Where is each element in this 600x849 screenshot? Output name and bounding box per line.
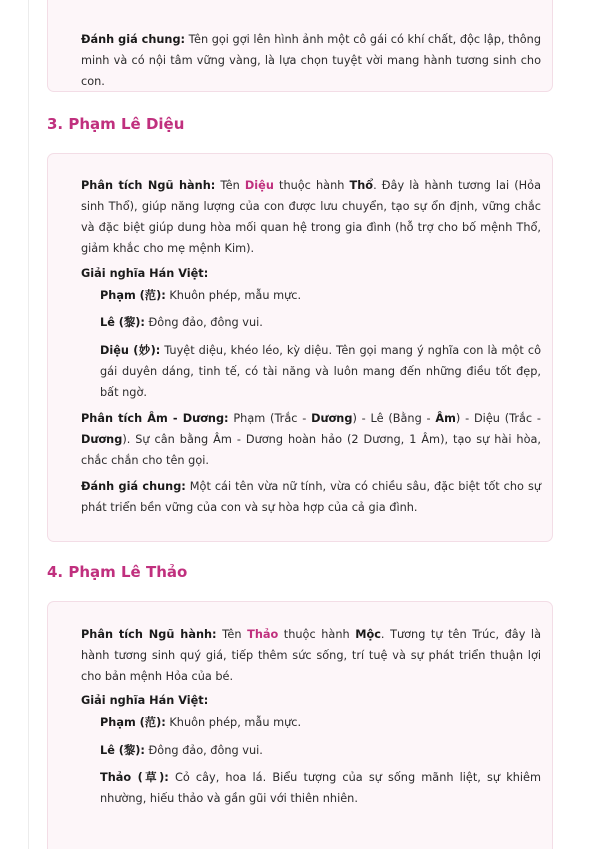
amduong-text: Phạm (Trắc - (228, 412, 312, 425)
meaning-text: Đông đảo, đông vui. (144, 316, 263, 329)
meaning-item-dieu (100, 340, 541, 403)
wuxing-text: . Đây là hành tương lai (Hỏa sinh Thổ), giúp năng lượng của con được lưu chuyển, tạo sự ổn định, vững chắc và đặc biệt giúp dung hòa mối quan hệ trong gia đình (hỗ trợ cho bố mệnh Thổ, giảm khắc cho mẹ mệnh Kim). (81, 179, 541, 255)
summary-text: Một cái tên vừa nữ tính, vừa có chiều sâu, đặc biệt tốt cho sự phát triển bền vững của con và sự hòa hợp của cả gia đình. (81, 480, 541, 514)
meaning-label: Phạm (范): (100, 289, 166, 302)
meaning-label: Thảo (草): (100, 771, 169, 784)
amduong-bold: Dương (311, 412, 353, 425)
meaning-text: Tuyệt diệu, khéo léo, kỳ diệu. Tên gọi mang ý nghĩa con là một cô gái duyên dáng, tinh tế, có tài năng và luôn mang đến những điều tốt đẹp, bất ngờ. (100, 344, 541, 399)
meaning-item-thao (100, 767, 541, 809)
summary-paragraph-dieu (81, 476, 541, 518)
section-heading-3: 3. Phạm Lê Diệu (47, 115, 185, 133)
amduong-bold: Âm (435, 412, 456, 425)
hanviet-heading (81, 263, 541, 284)
element-name: Mộc (355, 628, 381, 641)
page-margin-line (28, 0, 29, 849)
meaning-item-le (100, 312, 541, 333)
wuxing-text: . Tương tự tên Trúc, đây là hành tương sinh quý giá, tiếp thêm sức sống, trí tuệ và sự phát triển thuận lợi cho bản mệnh Hỏa của bé. (81, 628, 541, 683)
meaning-item-pham (100, 285, 541, 306)
meaning-label: Lê (黎): (100, 744, 145, 757)
wuxing-text: Tên (215, 179, 245, 192)
wuxing-paragraph-thao (81, 624, 541, 687)
meaning-label: Phạm (范): (100, 716, 166, 729)
highlight-name: Thảo (247, 628, 279, 641)
meaning-text: Cỏ cây, hoa lá. Biểu tượng của sự sống mãnh liệt, sự khiêm nhường, hiếu thảo và gần gũi với thiên nhiên. (100, 771, 541, 805)
section-heading-4: 4. Phạm Lê Thảo (47, 563, 188, 581)
amduong-text: ) - Diệu (Trắc - (455, 412, 542, 425)
wuxing-text: Tên (216, 628, 248, 641)
hanviet-label: Giải nghĩa Hán Việt: (81, 694, 209, 707)
element-name: Thổ (349, 179, 374, 192)
hanviet-label: Giải nghĩa Hán Việt: (81, 267, 209, 280)
meaning-item-le (100, 740, 541, 761)
summary-text: Tên gọi gợi lên hình ảnh một cô gái có khí chất, độc lập, thông minh và có nội tâm vững vàng, là lựa chọn tuyệt vời mang hành tương sinh cho con. (81, 33, 541, 88)
wuxing-text: thuộc hành (278, 628, 356, 641)
amduong-paragraph-dieu (81, 408, 541, 471)
wuxing-label: Phân tích Ngũ hành: (81, 179, 216, 192)
wuxing-paragraph-dieu (81, 175, 541, 259)
meaning-text: Đông đảo, đông vui. (144, 744, 263, 757)
summary-label: Đánh giá chung: (81, 33, 186, 46)
amduong-text: ). Sự cân bằng Âm - Dương hoàn hảo (2 Dương, 1 Âm), tạo sự hài hòa, chắc chắn cho tên gọi. (81, 433, 541, 467)
hanviet-heading (81, 690, 541, 711)
summary-label: Đánh giá chung: (81, 480, 186, 493)
meaning-label: Diệu (妙): (100, 344, 161, 357)
highlight-name: Diệu (244, 179, 274, 192)
amduong-bold: Dương (81, 433, 123, 446)
meaning-label: Lê (黎): (100, 316, 145, 329)
wuxing-text: thuộc hành (273, 179, 350, 192)
amduong-label: Phân tích Âm - Dương: (81, 412, 229, 425)
wuxing-label: Phân tích Ngũ hành: (81, 628, 217, 641)
amduong-text: ) - Lê (Bằng - (352, 412, 436, 425)
meaning-item-pham (100, 712, 541, 733)
meaning-text: Khuôn phép, mẫu mực. (165, 716, 302, 729)
meaning-text: Khuôn phép, mẫu mực. (165, 289, 302, 302)
summary-paragraph-previous (81, 29, 541, 92)
